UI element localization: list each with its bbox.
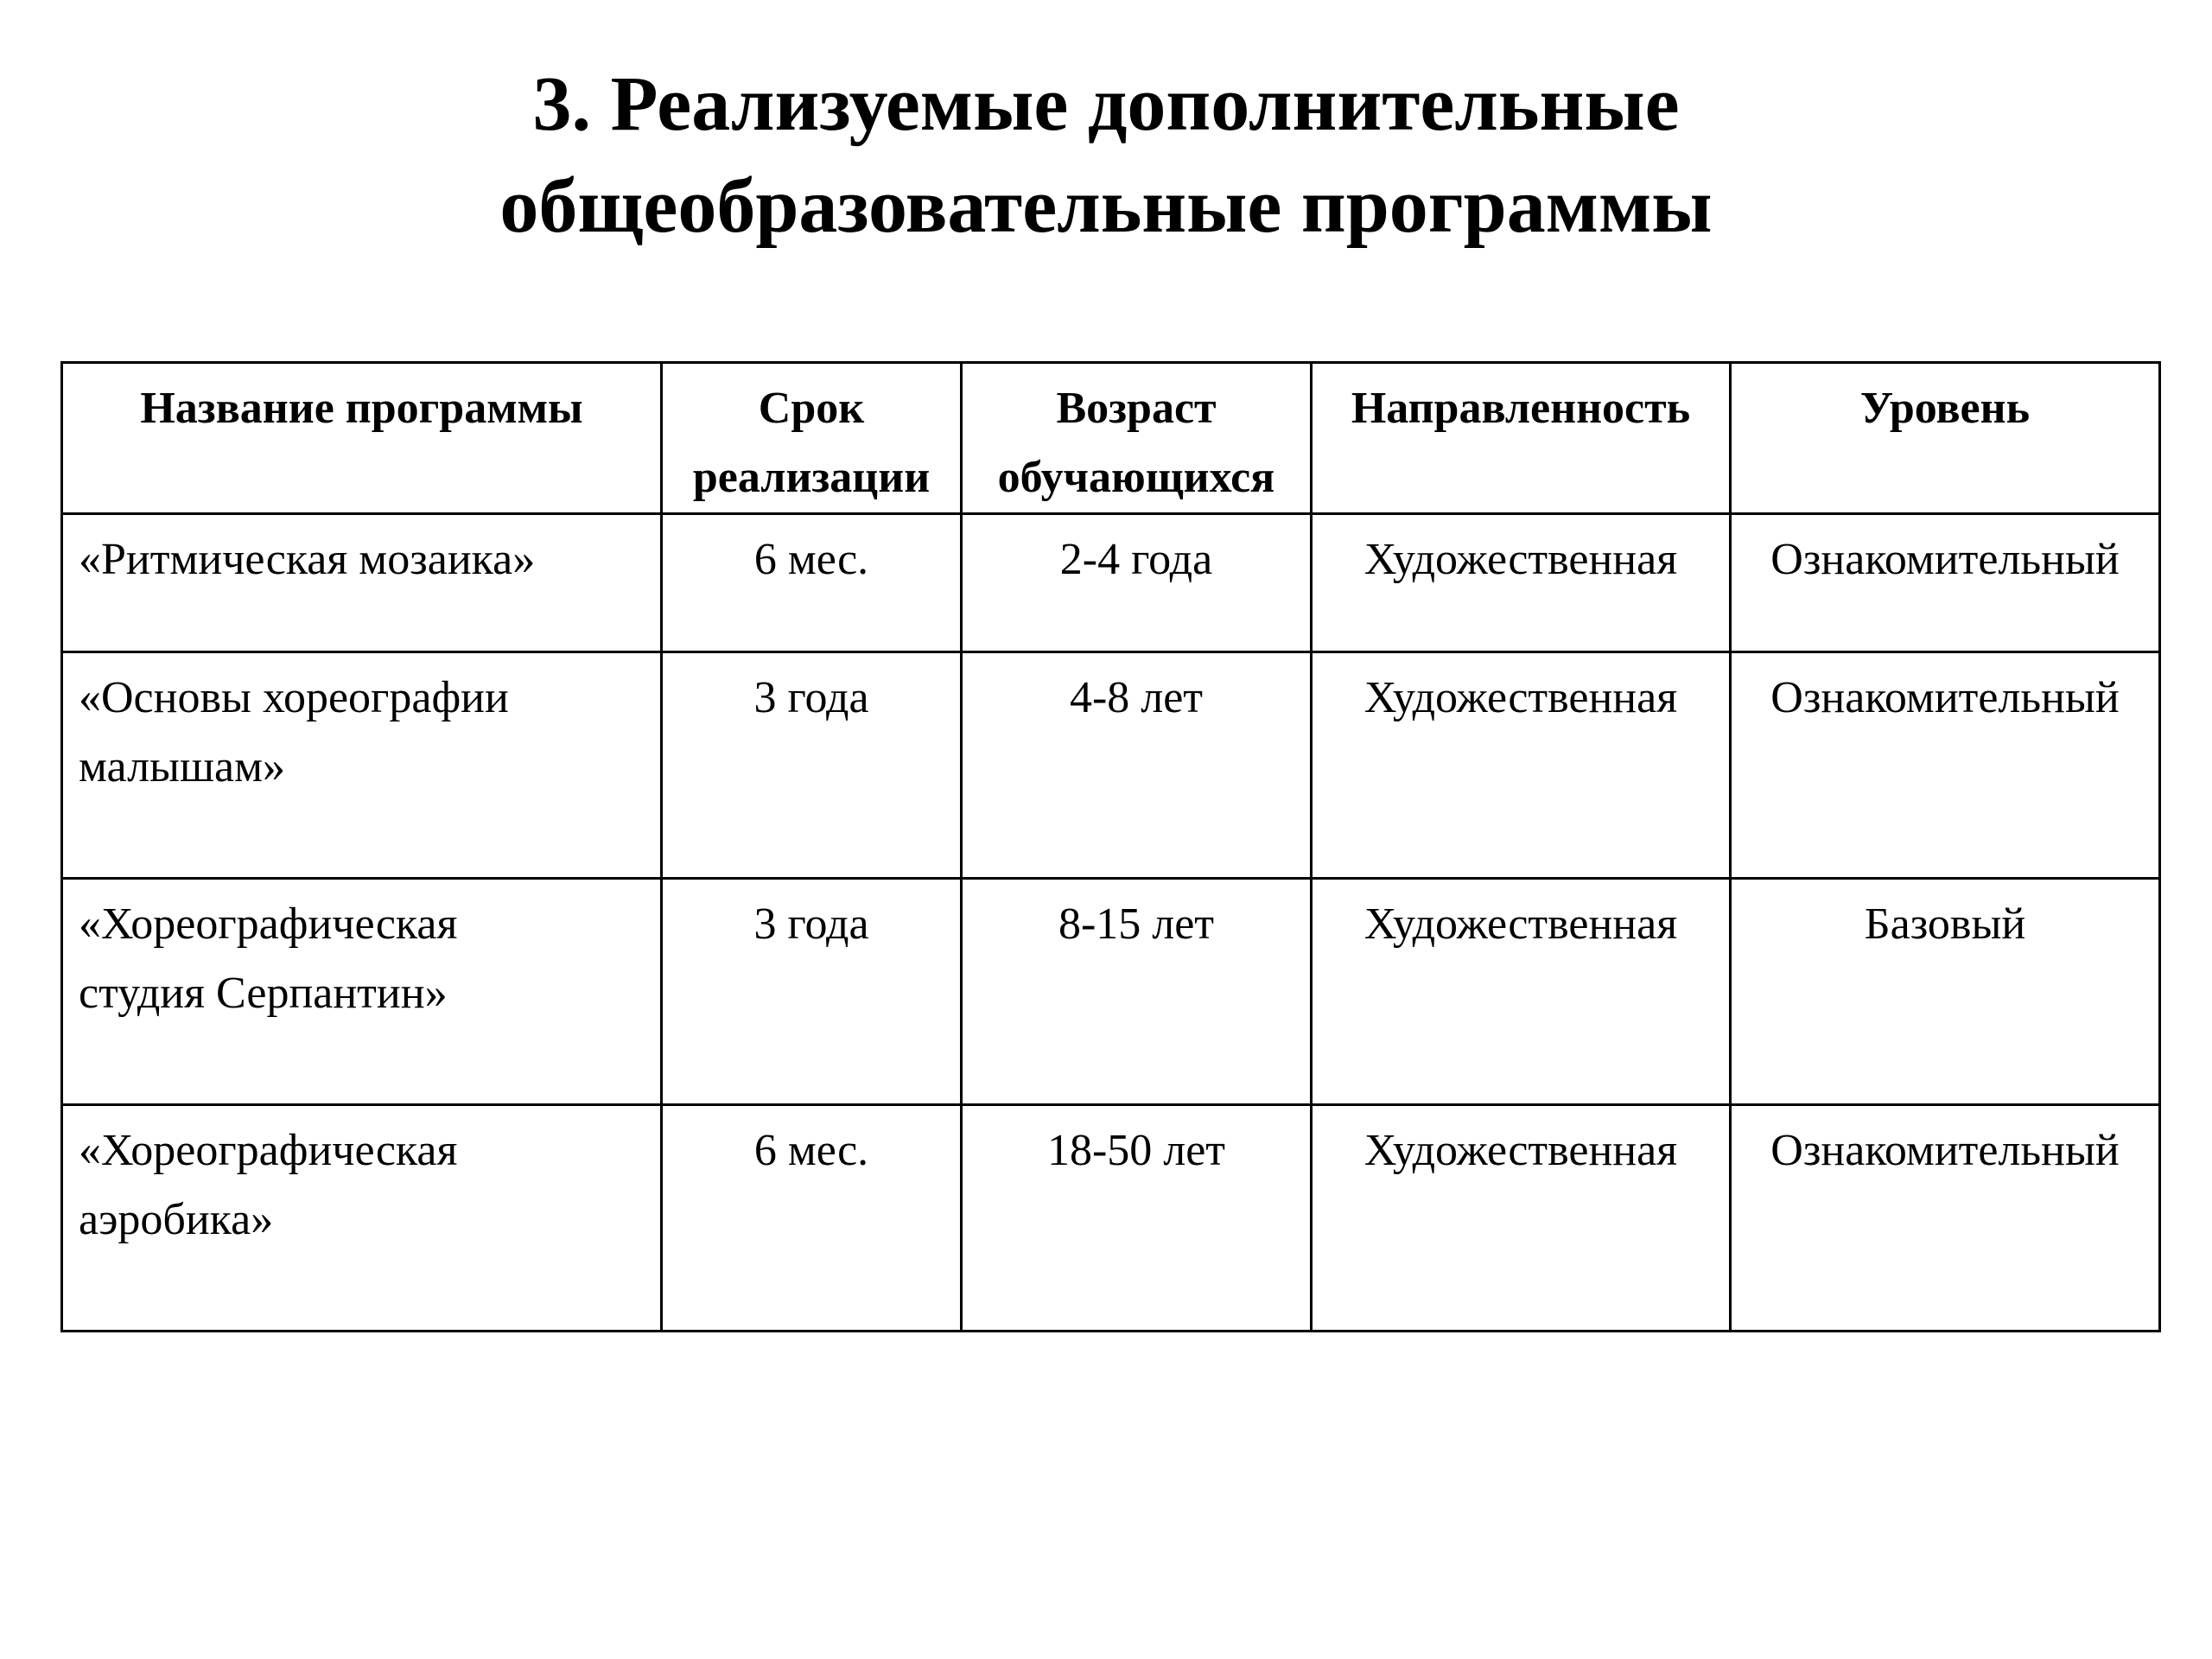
cell-program-name (62, 879, 662, 1105)
cell-age: 4-8 лет (962, 652, 1312, 879)
table-header-row (62, 363, 2160, 514)
cell-program-name (62, 1105, 662, 1332)
cell-direction: Художественная (1312, 879, 1731, 1105)
cell-level: Ознакомительный (1731, 1105, 2160, 1332)
cell-direction: Художественная (1312, 1105, 1731, 1332)
cell-program-name (62, 652, 662, 879)
header-direction-label: Направленность (1351, 384, 1691, 433)
cell-direction: Художественная (1312, 652, 1731, 879)
cell-age: 18-50 лет (962, 1105, 1312, 1332)
cell-level: Ознакомительный (1731, 652, 2160, 879)
cell-direction: Художественная (1312, 514, 1731, 652)
cell-term: 6 мес. (662, 514, 962, 652)
program-name-line-1: «Основы хореографии (79, 673, 509, 722)
page-title-line-2: общеобразовательные программы (499, 163, 1713, 249)
program-name-line-2: студия Серпантин» (79, 969, 448, 1018)
page-title-line-1: 3. Реализуемые дополнительные (532, 61, 1680, 147)
cell-term: 6 мес. (662, 1105, 962, 1332)
program-name-line-2: малышам» (79, 742, 286, 791)
programs-table (60, 361, 2161, 1332)
table-row (62, 1105, 2160, 1332)
header-direction (1312, 363, 1731, 514)
header-term-line-2: реализации (692, 453, 931, 502)
header-program-name-label: Название программы (140, 384, 583, 433)
table-row (62, 652, 2160, 879)
table-row (62, 514, 2160, 652)
header-age-line-1: Возраст (1056, 384, 1217, 433)
cell-level: Базовый (1731, 879, 2160, 1105)
header-program-name (62, 363, 662, 514)
program-name-line-1: «Хореографическая (79, 899, 458, 949)
program-name-line-2: аэробика» (79, 1195, 274, 1244)
program-name-line-1: «Ритмическая мозаика» (79, 535, 536, 584)
cell-term: 3 года (662, 652, 962, 879)
header-level (1731, 363, 2160, 514)
program-name-line-1: «Хореографическая (79, 1126, 458, 1175)
header-term-line-1: Срок (758, 384, 865, 433)
cell-age: 2-4 года (962, 514, 1312, 652)
page-title (0, 54, 2212, 257)
cell-age: 8-15 лет (962, 879, 1312, 1105)
cell-level: Ознакомительный (1731, 514, 2160, 652)
cell-program-name (62, 514, 662, 652)
header-level-label: Уровень (1859, 384, 2031, 433)
cell-term: 3 года (662, 879, 962, 1105)
header-term (662, 363, 962, 514)
header-age (962, 363, 1312, 514)
header-age-line-2: обучающихся (997, 453, 1275, 502)
table-row (62, 879, 2160, 1105)
